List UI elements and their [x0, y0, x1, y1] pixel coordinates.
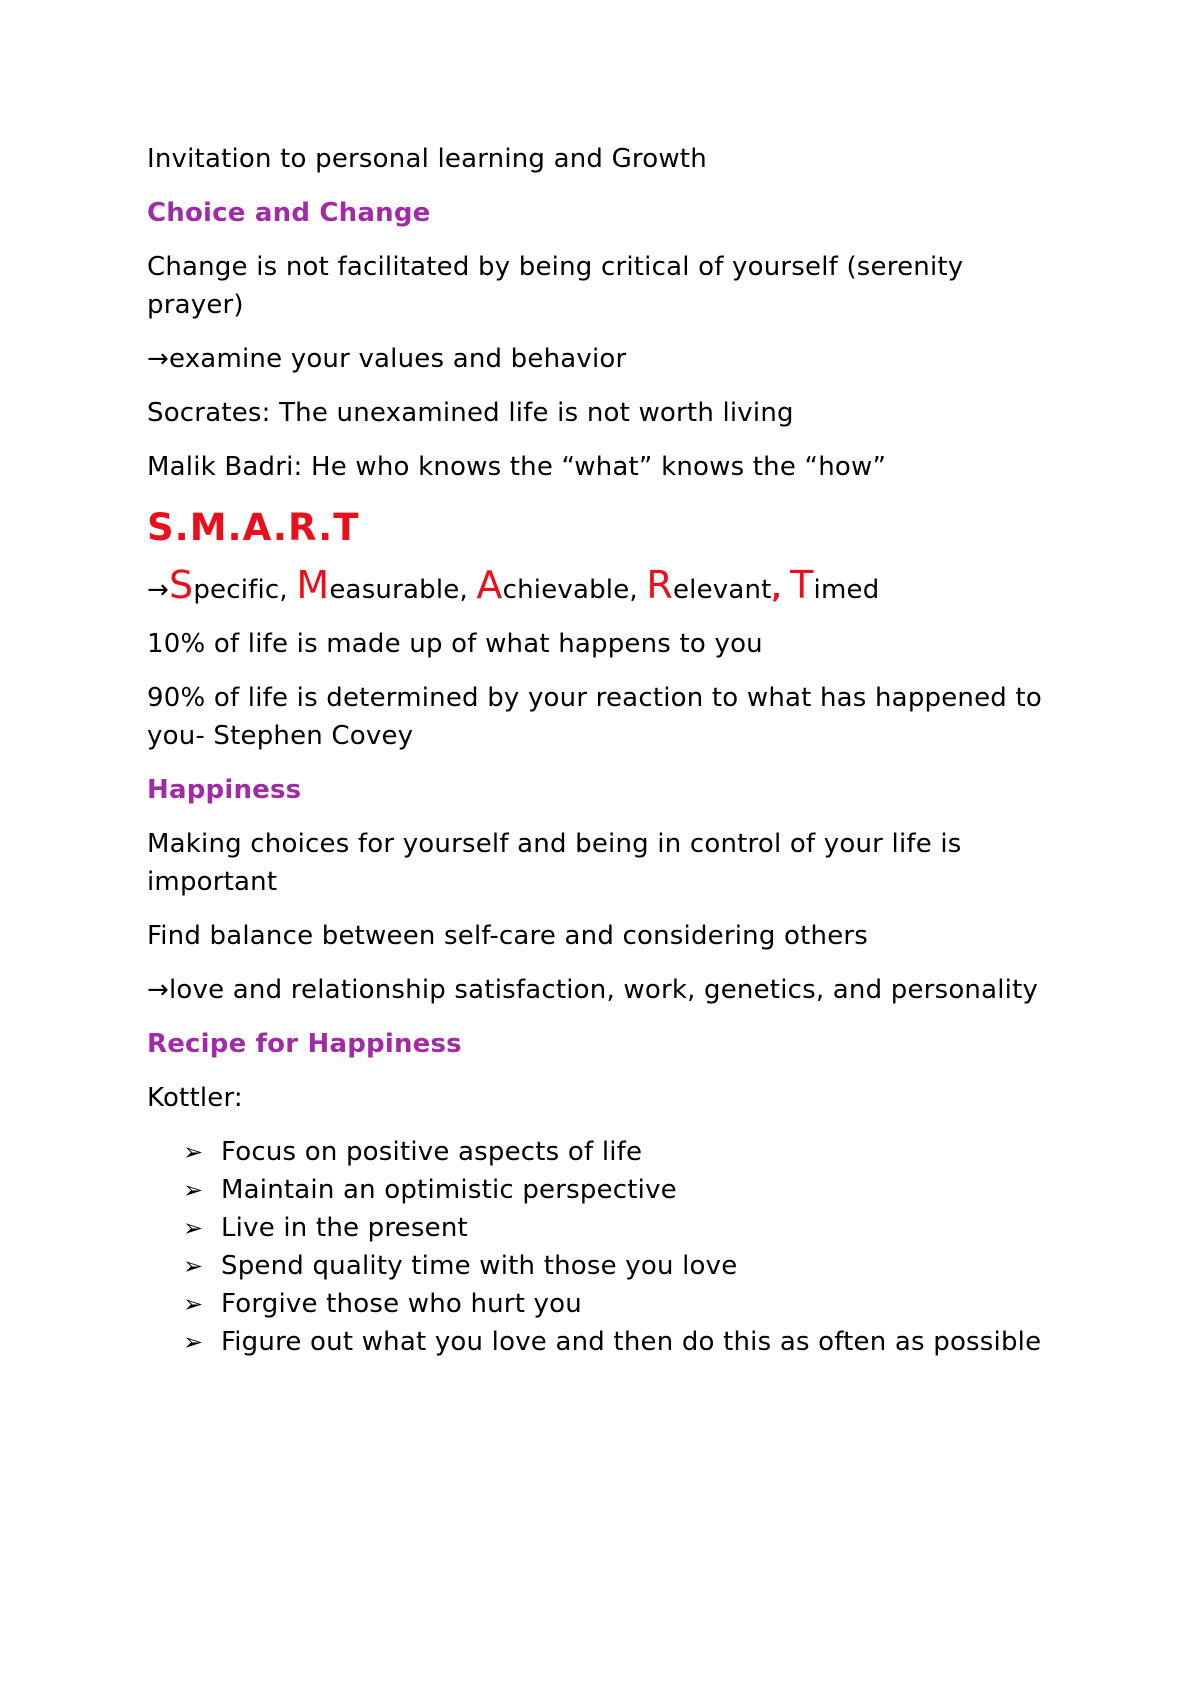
list-item	[183, 1247, 1047, 1285]
arrowhead-bullet-icon: ➢	[183, 1328, 204, 1356]
document-body	[147, 140, 1047, 1361]
arrowhead-bullet-icon: ➢	[183, 1252, 204, 1280]
arrowhead-bullet-icon: ➢	[183, 1176, 204, 1204]
arrow-glyph: →	[147, 575, 169, 605]
smart-word: pecific,	[193, 575, 297, 605]
list-item	[183, 1133, 1047, 1171]
list-item	[183, 1171, 1047, 1209]
list-item-text: Spend quality time with those you love	[221, 1251, 738, 1281]
arrowhead-bullet-icon: ➢	[183, 1214, 204, 1242]
list-item-text: Forgive those who hurt you	[221, 1289, 582, 1319]
heading-choice-and-change: Choice and Change	[147, 198, 431, 228]
paragraph: Making choices for yourself and being in control of your life is important	[147, 829, 962, 897]
list-item	[183, 1285, 1047, 1323]
smart-letter-t: T	[790, 563, 814, 607]
paragraph: →examine your values and behavior	[147, 344, 627, 374]
list-item-text: Maintain an optimistic perspective	[221, 1175, 677, 1205]
heading-happiness: Happiness	[147, 775, 302, 805]
smart-letter-m: M	[296, 563, 330, 607]
smart-word: imed	[813, 575, 880, 605]
paragraph: Socrates: The unexamined life is not worth living	[147, 398, 794, 428]
list-item-text: Focus on positive aspects of life	[221, 1137, 643, 1167]
paragraph: Find balance between self-care and considering others	[147, 921, 869, 951]
paragraph: →love and relationship satisfaction, work, genetics, and personality	[147, 975, 1039, 1005]
list-item-text: Live in the present	[221, 1213, 468, 1243]
smart-word: easurable,	[329, 575, 477, 605]
smart-title: S.M.A.R.T	[147, 506, 360, 549]
smart-acronym-line	[147, 564, 1047, 611]
arrowhead-bullet-icon: ➢	[183, 1290, 204, 1318]
smart-word: elevant	[672, 575, 772, 605]
smart-word: chievable,	[502, 575, 647, 605]
recipe-list	[147, 1133, 1047, 1361]
paragraph: 90% of life is determined by your reaction to what has happened to you- Stephen Covey	[147, 683, 1042, 751]
list-item	[183, 1209, 1047, 1247]
list-item-text: Figure out what you love and then do this as often as possible	[221, 1327, 1042, 1357]
smart-comma: ,	[771, 575, 782, 605]
heading-recipe-for-happiness: Recipe for Happiness	[147, 1029, 462, 1059]
paragraph: Malik Badri: He who knows the “what” knows the “how”	[147, 452, 887, 482]
smart-letter-a: A	[476, 563, 503, 607]
arrowhead-bullet-icon: ➢	[183, 1138, 204, 1166]
smart-letter-s: S	[169, 563, 194, 607]
paragraph: 10% of life is made up of what happens to you	[147, 629, 763, 659]
list-item	[183, 1323, 1047, 1361]
smart-letter-r: R	[646, 563, 673, 607]
document-title: Invitation to personal learning and Growth	[147, 144, 707, 174]
paragraph: Change is not facilitated by being critical of yourself (serenity prayer)	[147, 252, 964, 320]
paragraph: Kottler:	[147, 1083, 243, 1113]
